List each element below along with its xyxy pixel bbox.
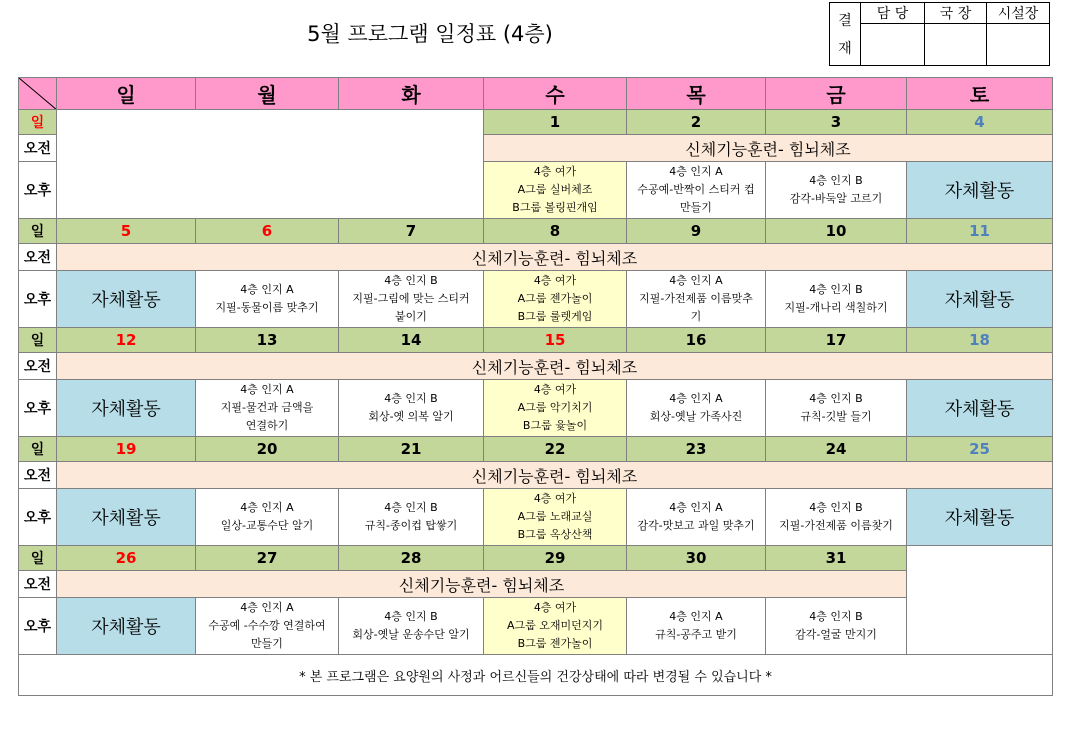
label-date: 일 [19, 110, 57, 135]
morning-activity: 신체기능훈련- 힘뇌체조 [57, 571, 907, 598]
program-line: 4층 인지 A [240, 501, 294, 514]
date-cell: 11 [907, 219, 1053, 244]
date-cell: 10 [766, 219, 907, 244]
program-line: 지필-물건과 금액을 [220, 401, 314, 414]
approval-label-1: 결 [838, 13, 852, 29]
program-cell [766, 380, 907, 437]
schedule-table [18, 77, 1053, 696]
program-line: 수공예-반짝이 스티커 컵 [637, 183, 755, 196]
date-cell: 4 [907, 110, 1053, 135]
approval-box [829, 2, 1050, 66]
program-line: 연결하기 [245, 419, 289, 432]
program-line: B그룹 윷놀이 [522, 419, 588, 432]
program-line: 규칙-공주고 받기 [655, 628, 737, 641]
morning-activity: 신체기능훈련- 힘뇌체조 [484, 135, 1053, 162]
program-cell [484, 271, 627, 328]
program-line: 4층 인지 B [809, 501, 863, 514]
program-line: 회상-옛날 가족사진 [649, 410, 743, 423]
date-cell: 20 [196, 437, 339, 462]
day-header-6: 토 [907, 78, 1053, 110]
day-header-1: 월 [196, 78, 339, 110]
label-afternoon: 오후 [19, 271, 57, 328]
date-cell: 19 [57, 437, 196, 462]
program-cell [196, 598, 339, 655]
morning-activity: 신체기능훈련- 힘뇌체조 [57, 353, 1053, 380]
program-cell [339, 489, 484, 546]
program-line: 규칙-깃발 들기 [800, 410, 872, 423]
program-line: 지필-그림에 맞는 스티커 [352, 292, 470, 305]
label-afternoon: 오후 [19, 489, 57, 546]
program-line: 지필-동물이름 맞추기 [215, 301, 319, 314]
blank-cell [907, 546, 1053, 655]
program-line: 4층 인지 A [669, 274, 723, 287]
date-cell: 8 [484, 219, 627, 244]
program-line: 4층 인지 B [809, 392, 863, 405]
self-activity: 자체활동 [907, 489, 1053, 546]
self-activity: 자체활동 [57, 271, 196, 328]
program-cell [627, 598, 766, 655]
program-line: A그룹 악기치기 [517, 401, 593, 414]
date-cell: 30 [627, 546, 766, 571]
label-date: 일 [19, 219, 57, 244]
date-cell: 24 [766, 437, 907, 462]
date-cell: 26 [57, 546, 196, 571]
date-cell: 18 [907, 328, 1053, 353]
self-activity: 자체활동 [907, 271, 1053, 328]
program-cell [484, 598, 627, 655]
day-header-4: 목 [627, 78, 766, 110]
program-line: 규칙-종이컵 탑쌓기 [364, 519, 458, 532]
date-cell: 25 [907, 437, 1053, 462]
program-line: 4층 인지 B [809, 610, 863, 623]
footer-note: * 본 프로그램은 요양원의 사정과 어르신들의 건강상태에 따라 변경될 수 있습니다 * [19, 655, 1053, 696]
program-line: 4층 인지 B [384, 610, 438, 623]
approval-col-head: 시설장 [987, 3, 1050, 24]
program-cell [484, 489, 627, 546]
date-cell: 15 [484, 328, 627, 353]
program-line: 4층 인지 A [240, 283, 294, 296]
program-cell [339, 598, 484, 655]
date-cell: 9 [627, 219, 766, 244]
program-cell [484, 162, 627, 219]
day-header-3: 수 [484, 78, 627, 110]
program-line: A그룹 실버체조 [517, 183, 593, 196]
date-cell: 21 [339, 437, 484, 462]
program-cell [196, 489, 339, 546]
program-cell [627, 271, 766, 328]
approval-col-manager: 담 당 [861, 3, 925, 24]
label-morning: 오전 [19, 135, 57, 162]
program-line: B그룹 룰렛게임 [517, 310, 593, 323]
date-cell: 12 [57, 328, 196, 353]
program-line: 붙이기 [395, 310, 427, 323]
approval-sign-director[interactable] [925, 24, 987, 66]
date-cell: 2 [627, 110, 766, 135]
program-cell [766, 489, 907, 546]
program-line: 4층 여가 [533, 165, 577, 178]
program-cell [766, 271, 907, 328]
program-cell [766, 162, 907, 219]
label-date: 일 [19, 328, 57, 353]
self-activity: 자체활동 [907, 162, 1053, 219]
program-line: 4층 인지 A [669, 165, 723, 178]
program-line: 4층 여가 [533, 492, 577, 505]
program-line: 4층 인지 B [809, 174, 863, 187]
date-cell: 22 [484, 437, 627, 462]
date-cell: 7 [339, 219, 484, 244]
label-morning: 오전 [19, 462, 57, 489]
program-line: 4층 인지 A [669, 610, 723, 623]
program-line: 감각-얼굴 만지기 [795, 628, 877, 641]
self-activity: 자체활동 [907, 380, 1053, 437]
program-cell [339, 271, 484, 328]
program-line: B그룹 옥상산책 [517, 528, 593, 541]
date-cell: 29 [484, 546, 627, 571]
program-cell [196, 380, 339, 437]
program-cell [627, 489, 766, 546]
program-cell [766, 598, 907, 655]
date-cell: 1 [484, 110, 627, 135]
program-line: 4층 인지 B [384, 274, 438, 287]
date-cell: 6 [196, 219, 339, 244]
label-morning: 오전 [19, 571, 57, 598]
program-line: 감각-맛보고 과일 맞추기 [637, 519, 755, 532]
approval-sign-manager[interactable] [861, 24, 925, 66]
program-line: B그룹 볼링핀개임 [512, 201, 598, 214]
program-line: 4층 인지 A [669, 392, 723, 405]
program-line: 감각-바둑알 고르기 [789, 192, 883, 205]
program-line: 지필-가전제품 이름맞추 [639, 292, 753, 305]
date-cell: 13 [196, 328, 339, 353]
approval-label [830, 3, 861, 66]
program-cell [339, 380, 484, 437]
morning-activity: 신체기능훈련- 힘뇌체조 [57, 244, 1053, 271]
day-header-2: 화 [339, 78, 484, 110]
date-cell: 17 [766, 328, 907, 353]
date-cell: 16 [627, 328, 766, 353]
program-line: B그룹 젠가놀이 [517, 637, 593, 650]
program-line: 4층 인지 B [384, 392, 438, 405]
program-line: 회상-옛 의복 알기 [368, 410, 454, 423]
program-line: 4층 여가 [533, 383, 577, 396]
program-line: 4층 인지 A [669, 501, 723, 514]
date-cell: 14 [339, 328, 484, 353]
date-cell: 3 [766, 110, 907, 135]
self-activity: 자체활동 [57, 598, 196, 655]
program-cell [627, 380, 766, 437]
self-activity: 자체활동 [57, 380, 196, 437]
label-date: 일 [19, 437, 57, 462]
program-line: 4층 인지 A [240, 601, 294, 614]
program-line: 지필-가전제품 이름찾기 [779, 519, 893, 532]
program-line: 기 [690, 310, 702, 323]
blank-cell [57, 110, 484, 219]
program-line: 4층 인지 B [809, 283, 863, 296]
morning-activity: 신체기능훈련- 힘뇌체조 [57, 462, 1053, 489]
program-line: 만들기 [251, 637, 283, 650]
program-line: A그룹 노래교실 [517, 510, 593, 523]
label-morning: 오전 [19, 353, 57, 380]
program-line: 수공예 -수수깡 연결하여 [208, 619, 326, 632]
date-cell: 28 [339, 546, 484, 571]
program-line: 4층 인지 B [384, 501, 438, 514]
program-line: 4층 인지 A [240, 383, 294, 396]
program-line: A그룹 젠가놀이 [517, 292, 593, 305]
program-line: 일상-교통수단 알기 [220, 519, 314, 532]
corner-cell [19, 78, 57, 110]
program-cell [484, 380, 627, 437]
date-cell: 23 [627, 437, 766, 462]
program-line: 만들기 [680, 201, 712, 214]
label-afternoon: 오후 [19, 380, 57, 437]
program-cell [196, 271, 339, 328]
program-line: 지필-개나리 색칠하기 [784, 301, 888, 314]
day-header-0: 일 [57, 78, 196, 110]
date-cell: 5 [57, 219, 196, 244]
page-title: 5월 프로그램 일정표 (4층) [307, 22, 553, 46]
label-date: 일 [19, 546, 57, 571]
self-activity: 자체활동 [57, 489, 196, 546]
program-line: 4층 여가 [533, 601, 577, 614]
program-line: 회상-옛날 운송수단 알기 [352, 628, 470, 641]
approval-sign-head[interactable] [987, 24, 1050, 66]
program-cell [627, 162, 766, 219]
corner-diagonal [19, 78, 57, 110]
date-cell: 31 [766, 546, 907, 571]
approval-label-2: 재 [838, 41, 852, 57]
program-line: A그룹 오재미던지기 [506, 619, 604, 632]
program-line: 4층 여가 [533, 274, 577, 287]
date-cell: 27 [196, 546, 339, 571]
label-afternoon: 오후 [19, 598, 57, 655]
day-header-5: 금 [766, 78, 907, 110]
label-afternoon: 오후 [19, 162, 57, 219]
label-morning: 오전 [19, 244, 57, 271]
approval-col-director: 국 장 [925, 3, 987, 24]
